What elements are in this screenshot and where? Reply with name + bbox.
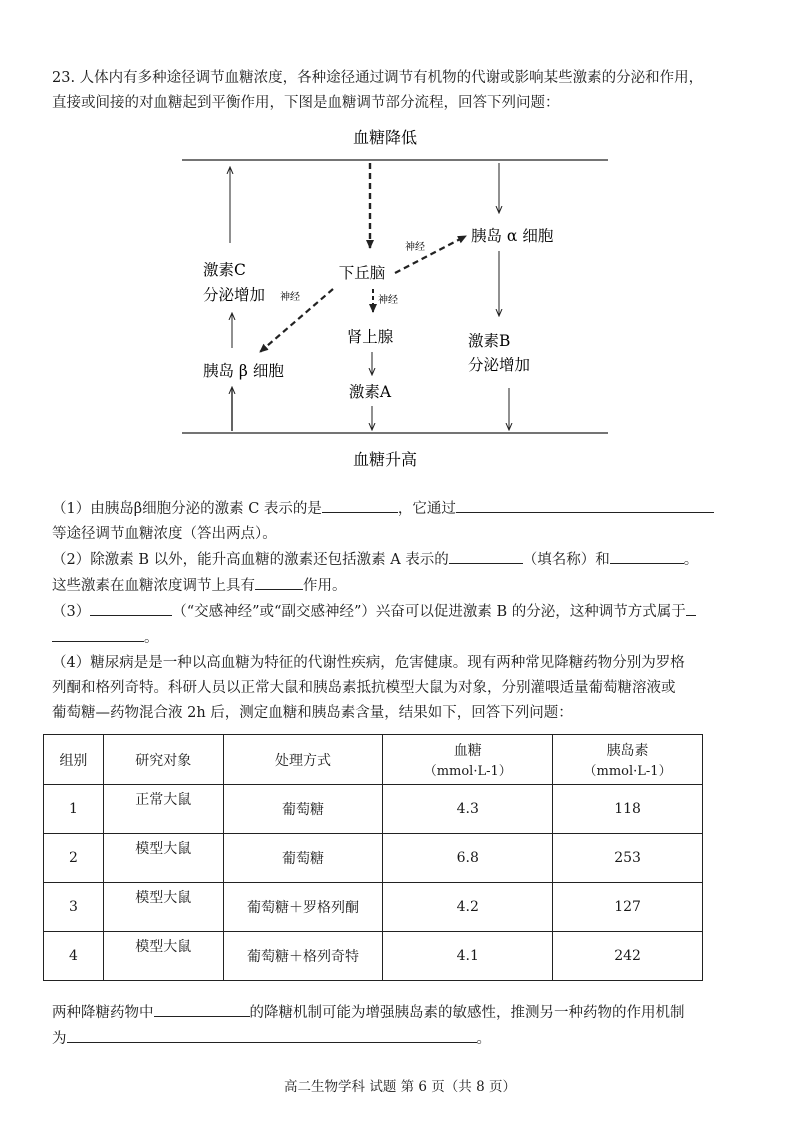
answer-blank-q2-hormone-a[interactable] xyxy=(449,547,523,564)
answer-blank-q2-other-hormone[interactable] xyxy=(610,547,684,564)
q2-line: （2）除激素 B 以外，能升高血糖的激素还包括激素 A 表示的 （填名称）和 。 xyxy=(52,547,752,573)
q2-line-2: 这些激素在血糖浓度调节上具有 作用。 xyxy=(52,573,752,599)
header-group: 组别 xyxy=(44,735,104,785)
header-glucose: 血糖 （mmol·L-1） xyxy=(383,735,553,785)
label-alpha-cell: 胰岛 α 细胞 xyxy=(471,227,554,245)
answer-blank-q3-nerve[interactable] xyxy=(90,599,172,616)
header-subject: 研究对象 xyxy=(103,735,223,785)
label-nerve-beta: 神经 xyxy=(280,292,300,303)
question-intro-line-1: 23. 人体内有多种途径调节血糖浓度，各种途径通过调节有机物的代谢或影响某些激素的分泌和作用， xyxy=(52,70,704,86)
sub-questions xyxy=(52,496,752,726)
table-row: 4 模型大鼠 葡萄糖＋格列奇特 4.1 242 xyxy=(44,932,703,981)
blood-sugar-flow-diagram xyxy=(0,0,800,480)
table-row: 3 模型大鼠 葡萄糖＋罗格列酮 4.2 127 xyxy=(44,883,703,932)
q1-line: （1）由胰岛β细胞分泌的激素 C 表示的是 ，它通过 xyxy=(52,496,752,522)
label-blood-sugar-high: 血糖升高 xyxy=(352,450,418,469)
table-header-row xyxy=(44,735,703,785)
label-hormone-a: 激素A xyxy=(348,383,392,401)
label-hormone-b-sub: 分泌增加 xyxy=(468,356,531,374)
header-insulin: 胰岛素 （mmol·L-1） xyxy=(553,735,703,785)
label-hormone-c-sub: 分泌增加 xyxy=(203,286,266,304)
question-intro-line-2: 直接或间接的对血糖起到平衡作用，下图是血糖调节部分流程，回答下列问题： xyxy=(52,95,560,111)
label-hormone-c: 激素C xyxy=(203,261,246,279)
table-row: 2 模型大鼠 葡萄糖 6.8 253 xyxy=(44,834,703,883)
answer-blank-q1-hormone[interactable] xyxy=(322,496,398,513)
conclusion xyxy=(52,1000,752,1052)
label-adrenal: 肾上腺 xyxy=(346,328,394,346)
answer-blank-q2-effect[interactable] xyxy=(255,573,303,590)
q4-line-2: 列酮和格列奇特。科研人员以正常大鼠和胰岛素抵抗模型大鼠为对象，分别灌喂适量葡萄糖溶液或 xyxy=(52,680,676,696)
q1-line-2: 等途径调节血糖浓度（答出两点）。 xyxy=(52,526,277,542)
label-beta-cell: 胰岛 β 细胞 xyxy=(203,362,284,380)
label-blood-sugar-low: 血糖降低 xyxy=(352,128,418,147)
label-hormone-b: 激素B xyxy=(468,332,511,350)
page-footer: 高二生物学科 试题 第 6 页（共 8 页） xyxy=(284,1079,516,1095)
answer-blank-mechanism[interactable] xyxy=(67,1026,477,1043)
table-row: 1 正常大鼠 葡萄糖 4.3 118 xyxy=(44,785,703,834)
q3-line-2: 。 xyxy=(52,625,752,651)
answer-blank-drug[interactable] xyxy=(154,1000,250,1017)
conclusion-line-1: 两种降糖药物中 的降糖机制可能为增强胰岛素的敏感性，推测另一种药物的作用机制 xyxy=(52,1000,752,1026)
answer-blank-q1-pathway[interactable] xyxy=(456,496,714,513)
results-table xyxy=(43,734,703,981)
conclusion-line-2: 为 。 xyxy=(52,1026,752,1052)
answer-blank-q3-regulation[interactable] xyxy=(686,599,696,616)
label-hypothalamus: 下丘脑 xyxy=(338,264,386,282)
q3-line: （3） （“交感神经”或“副交感神经”）兴奋可以促进激素 B 的分泌，这种调节方式属于 xyxy=(52,599,752,625)
header-treatment: 处理方式 xyxy=(223,735,383,785)
label-nerve-adrenal: 神经 xyxy=(378,295,398,306)
q4-line-1: （4）糖尿病是是一种以高血糖为特征的代谢性疾病，危害健康。现有两种常见降糖药物分别为罗格 xyxy=(52,655,685,671)
q4-line-3: 葡萄糖—药物混合液 2h 后，测定血糖和胰岛素含量，结果如下，回答下列问题： xyxy=(52,705,573,721)
label-nerve-alpha: 神经 xyxy=(405,242,425,253)
answer-blank-q3-regulation-cont[interactable] xyxy=(52,625,144,642)
